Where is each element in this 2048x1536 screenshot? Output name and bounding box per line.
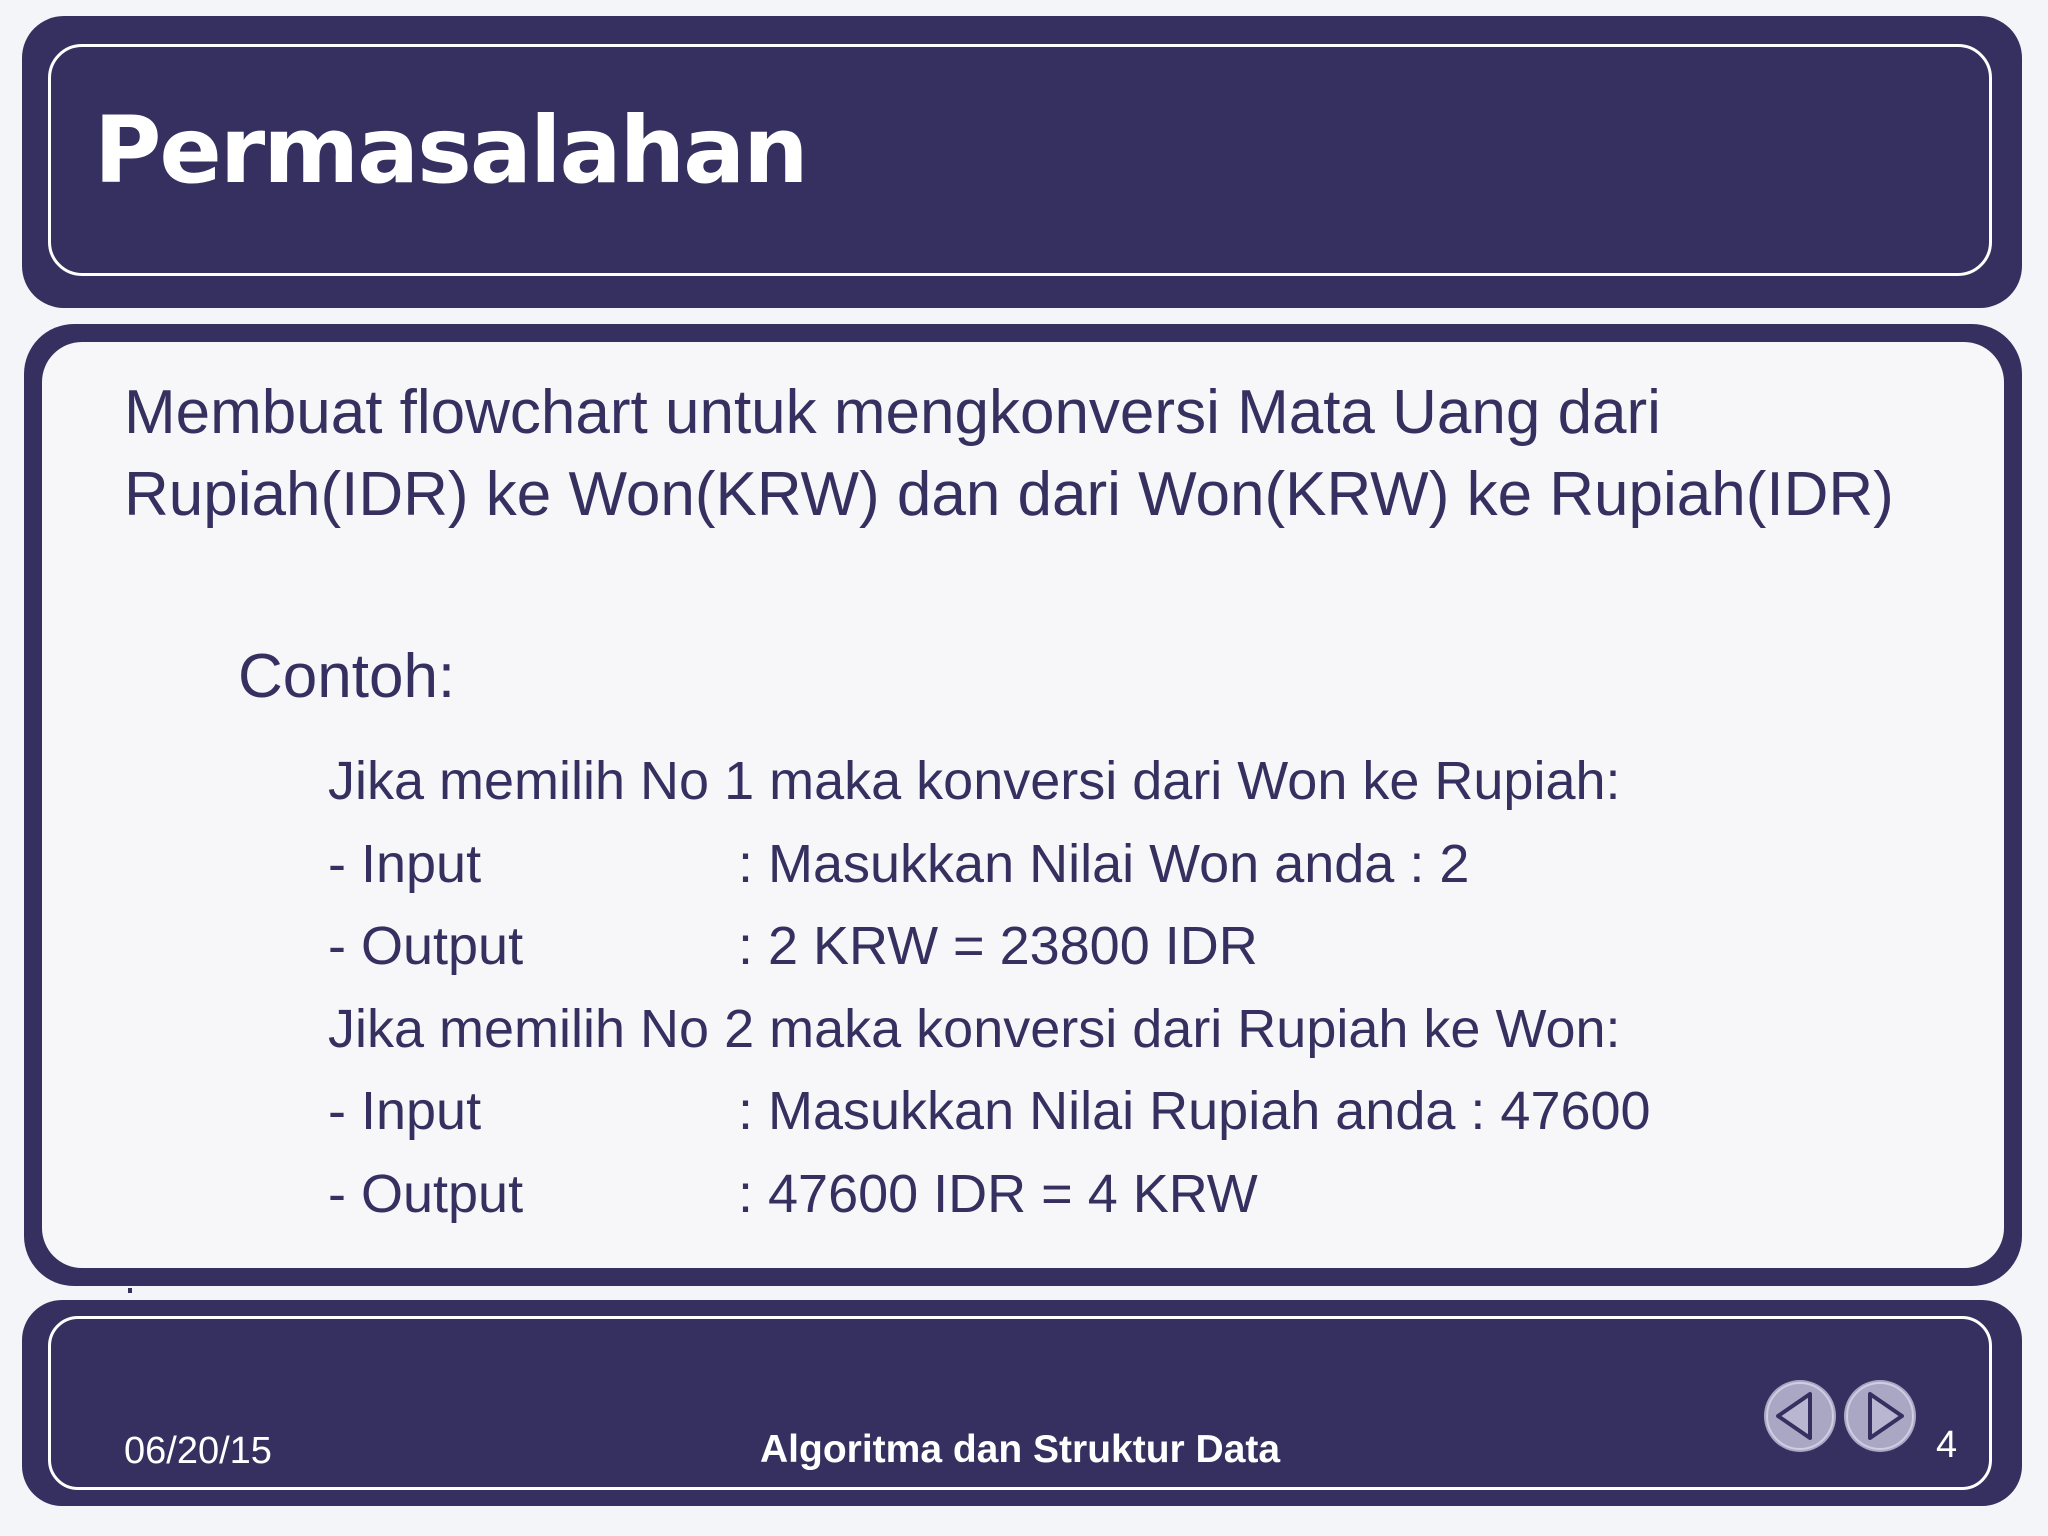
example-condition: Jika memilih No 2 maka konversi dari Rupiah ke Won: [328, 998, 1621, 1059]
example-list [328, 740, 1651, 1235]
row-label: - Input [328, 1081, 482, 1141]
footer-date: 06/20/15 [124, 1430, 272, 1472]
example-condition: Jika memilih No 1 maka konversi dari Won ke Rupiah: [328, 751, 1621, 811]
triangle-left-icon [1762, 1378, 1838, 1454]
row-label: - Output [328, 916, 524, 976]
stray-mark [128, 1288, 132, 1293]
example-row [328, 1153, 1651, 1236]
row-value: : 2 KRW = 23800 IDR [738, 916, 1258, 976]
previous-slide-button[interactable] [1762, 1378, 1838, 1454]
example-row [328, 823, 1651, 906]
example-row [328, 1070, 1651, 1153]
row-label: - Input [328, 833, 482, 894]
row-label: - Output [328, 1163, 524, 1224]
problem-statement: Membuat flowchart untuk mengkonversi Mata Uang dari Rupiah(IDR) ke Won(KRW) dan dari Won(KRW) ke Rupiah(IDR) [124, 378, 1894, 529]
triangle-right-icon [1842, 1378, 1918, 1454]
example-heading: Contoh: [238, 642, 456, 711]
footer-band [22, 1300, 2022, 1506]
next-slide-button[interactable] [1842, 1378, 1918, 1454]
example-row [328, 905, 1651, 988]
row-value: : Masukkan Nilai Rupiah anda : 47600 [738, 1081, 1651, 1141]
footer-course-title: Algoritma dan Struktur Data [760, 1428, 1281, 1471]
row-value: : 47600 IDR = 4 KRW [738, 1163, 1258, 1224]
page-number: 4 [1936, 1424, 1958, 1466]
row-value: : Masukkan Nilai Won anda : 2 [738, 833, 1470, 894]
slide-title: Permasalahan [94, 97, 807, 204]
